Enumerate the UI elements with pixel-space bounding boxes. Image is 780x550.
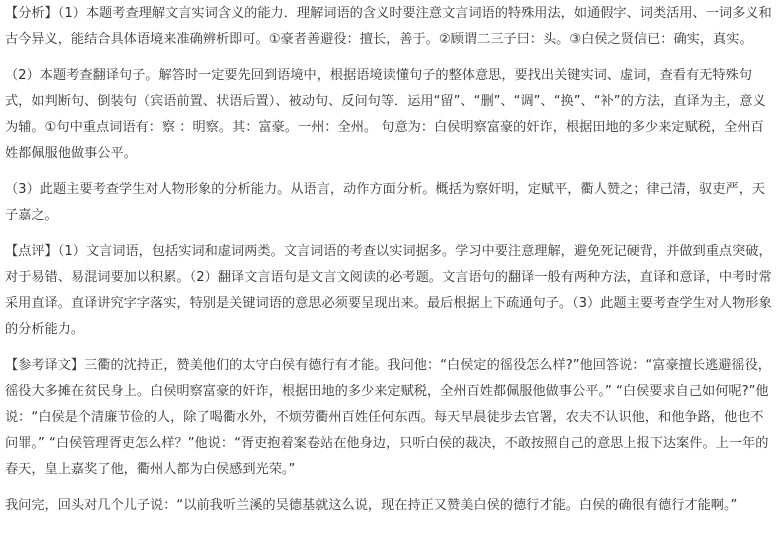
analysis-part-3: （3）此题主要考查学生对人物形象的分析能力。从语言，动作方面分析。概括为察奸明，定赋平，衢人赞之；律己清，驭吏严，天子嘉之。 <box>5 182 766 223</box>
closing-paragraph: 我问完，回头对几个儿子说：“以前我听兰溪的吴德基就这么说，现在持正又赞美白侯的德行才能。白侯的确很有德行才能啊。” <box>5 498 738 513</box>
commentary-paragraph: 【点评】（1）文言词语，包括实词和虚词两类。文言词语的考查以实词据多。学习中要注意理解，避免死记硬背，并做到重点突破，对于易错、易混词要加以积累。（2）翻译文言语句是文言文阅读的必考题。文言语句的翻译一般有两种方法，直译和意译，中考时常采用直译。直译讲究字字落实，特别是关键词语的意思必须要呈现出来。最后根据上下疏通句子。（3）此题主要考查学生对人物形象的分析能力。 <box>5 244 772 337</box>
reference-translation-paragraph: 【参考译文】三衢的沈持正，赞美他们的太守白侯有德行有才能。我问他：“白侯定的徭役怎么样?”他回答说：“富豪擅长逃避徭役，徭役大多摊在贫民身上。白侯明察富豪的奸诈，根据田地的多少来定赋税，全州百姓都佩服他做事公平。” “白侯要求自己如何呢?”他说：“白侯是个清廉节俭的人，除了喝衢水外，不烦劳衢州百姓任何东西。每天早晨徒步去官署，农夫不认识他，和他争路，他也不问罪。” “白侯管理胥吏怎么样？”他说：“胥吏抱着案卷站在他身边，只听白侯的裁决，不敢按照自己的意思上报下达案件。上一年的春天，皇上嘉奖了他，衢州人都为白侯感到光荣。” <box>5 358 771 477</box>
analysis-part-1: 【分析】（1）本题考查理解文言实词含义的能力．理解词语的含义时要注意文言词语的特殊用法，如通假字、词类活用、一词多义和古今异义，能结合具体语境来准确辨析即可。①豪者善避役：擅长，善于。②顾谓二三子曰：头。③白侯之贤信已：确实，真实。 <box>5 6 772 47</box>
analysis-part-2: （2）本题考查翻译句子。解答时一定要先回到语境中，根据语境读懂句子的整体意思，要找出关键实词、虚词，查看有无特殊句式，如判断句、倒装句（宾语前置、状语后置）、被动句、反问句等．运用“留”、“删”、“调”、“换”、“补”的方法，直译为主，意义为辅。①句中重点词语有：察 ：明察。其：富豪。一州：全州。 句意为：白侯明察富豪的奸诈，根据田地的多少来定赋税，全州百姓都佩服他做事公平。 <box>5 68 766 161</box>
